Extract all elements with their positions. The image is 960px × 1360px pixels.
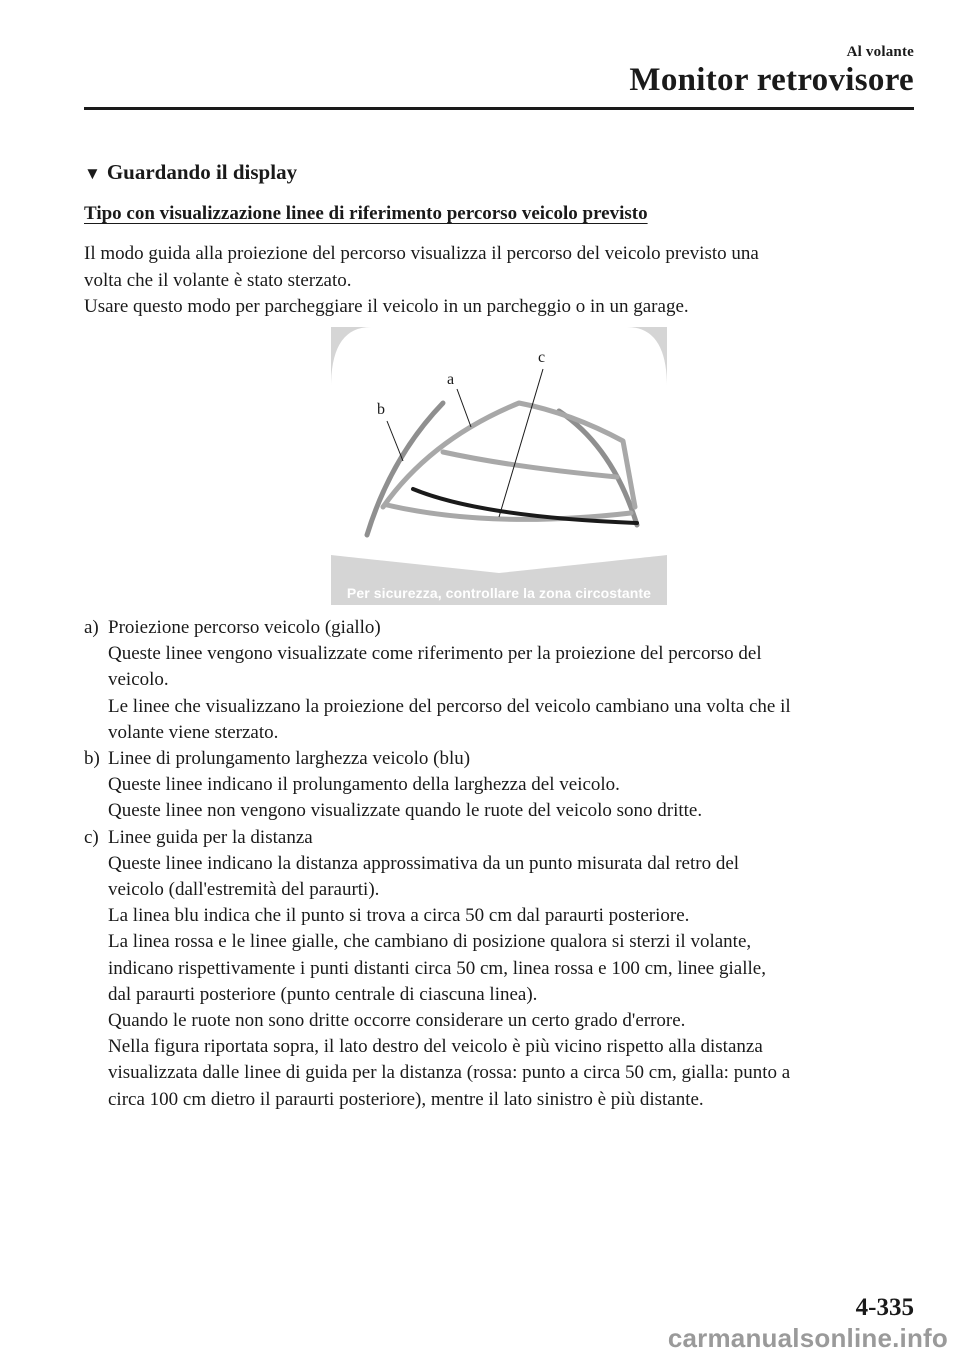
figure-caption: Per sicurezza, controllare la zona circostante: [346, 585, 652, 601]
list-line: indicano rispettivamente i punti distanti circa 50 cm, linea rossa e 100 cm, linee gialle,: [108, 957, 766, 979]
list-line: veicolo (dall'estremità del paraurti).: [108, 879, 380, 901]
list-line: Queste linee vengono visualizzate come riferimento per la proiezione del percorso del: [108, 643, 762, 665]
list-item-c: [84, 825, 924, 1113]
list-line: dal paraurti posteriore (punto centrale di ciascuna linea).: [108, 983, 538, 1005]
page-number: 4-335: [855, 1294, 914, 1321]
list-marker: b): [84, 748, 100, 770]
list-line: Linee di prolungamento larghezza veicolo (blu): [108, 748, 471, 770]
list-line: Le linee che visualizzano la proiezione del percorso del veicolo cambiano una volta che il: [108, 695, 791, 717]
rear-camera-illustration: [331, 327, 667, 605]
figure-label-c: c: [538, 349, 546, 366]
figure-label-b: b: [377, 401, 385, 418]
description-list: [84, 615, 924, 1113]
list-line: Linee guida per la distanza: [108, 826, 313, 848]
section-title: Monitor retrovisore: [629, 62, 914, 98]
list-line: Nella figura riportata sopra, il lato destro del veicolo è più vicino rispetto alla distanza: [108, 1036, 763, 1058]
heading: [84, 160, 297, 185]
list-line: Quando le ruote non sono dritte occorre considerare un certo grado d'errore.: [108, 1010, 686, 1032]
list-line: veicolo.: [108, 669, 169, 691]
header-rule: [84, 107, 914, 110]
list-line: volante viene sterzato.: [108, 721, 279, 743]
section-tag: Al volante: [846, 44, 914, 60]
intro-line-1: Il modo guida alla proiezione del percorso visualizza il percorso del veicolo previsto una: [84, 243, 759, 264]
list-item-body: [108, 615, 924, 746]
list-marker: a): [84, 617, 99, 638]
list-marker: c): [84, 826, 99, 848]
list-item-a: [84, 615, 924, 746]
list-line: Queste linee non vengono visualizzate quando le ruote del veicolo sono dritte.: [108, 800, 703, 822]
intro-line-3: Usare questo modo per parcheggiare il veicolo in un parcheggio o in un garage.: [84, 296, 689, 317]
list-item-b: [84, 746, 924, 825]
watermark: carmanualsonline.info: [667, 1323, 948, 1353]
list-item-body: [108, 746, 924, 825]
list-line: Queste linee indicano il prolungamento della larghezza del veicolo.: [108, 774, 620, 796]
list-line: circa 100 cm dietro il paraurti posteriore), mentre il lato sinistro è più distante.: [108, 1088, 704, 1110]
figure-label-a: a: [447, 371, 455, 388]
subheading: Tipo con visualizzazione linee di riferimento percorso veicolo previsto: [84, 203, 648, 224]
list-line: La linea blu indica che il punto si trova a circa 50 cm dal paraurti posteriore.: [108, 905, 690, 927]
list-line: Proiezione percorso veicolo (giallo): [108, 617, 381, 638]
list-item-body: [108, 825, 924, 1113]
rear-camera-figure: [331, 327, 667, 605]
intro-line-2: volta che il volante è stato sterzato.: [84, 270, 352, 291]
list-line: Queste linee indicano la distanza approssimativa da un punto misurata dal retro del: [108, 852, 740, 874]
list-line: visualizzata dalle linee di guida per la distanza (rossa: punto a circa 50 cm, gialla: punto a: [108, 1062, 791, 1084]
heading-text: Guardando il display: [106, 160, 298, 184]
list-line: La linea rossa e le linee gialle, che cambiano di posizione qualora si sterzi il volante,: [108, 931, 752, 953]
screen-view-area: [331, 327, 667, 573]
triangle-down-icon: ▼: [84, 164, 101, 183]
